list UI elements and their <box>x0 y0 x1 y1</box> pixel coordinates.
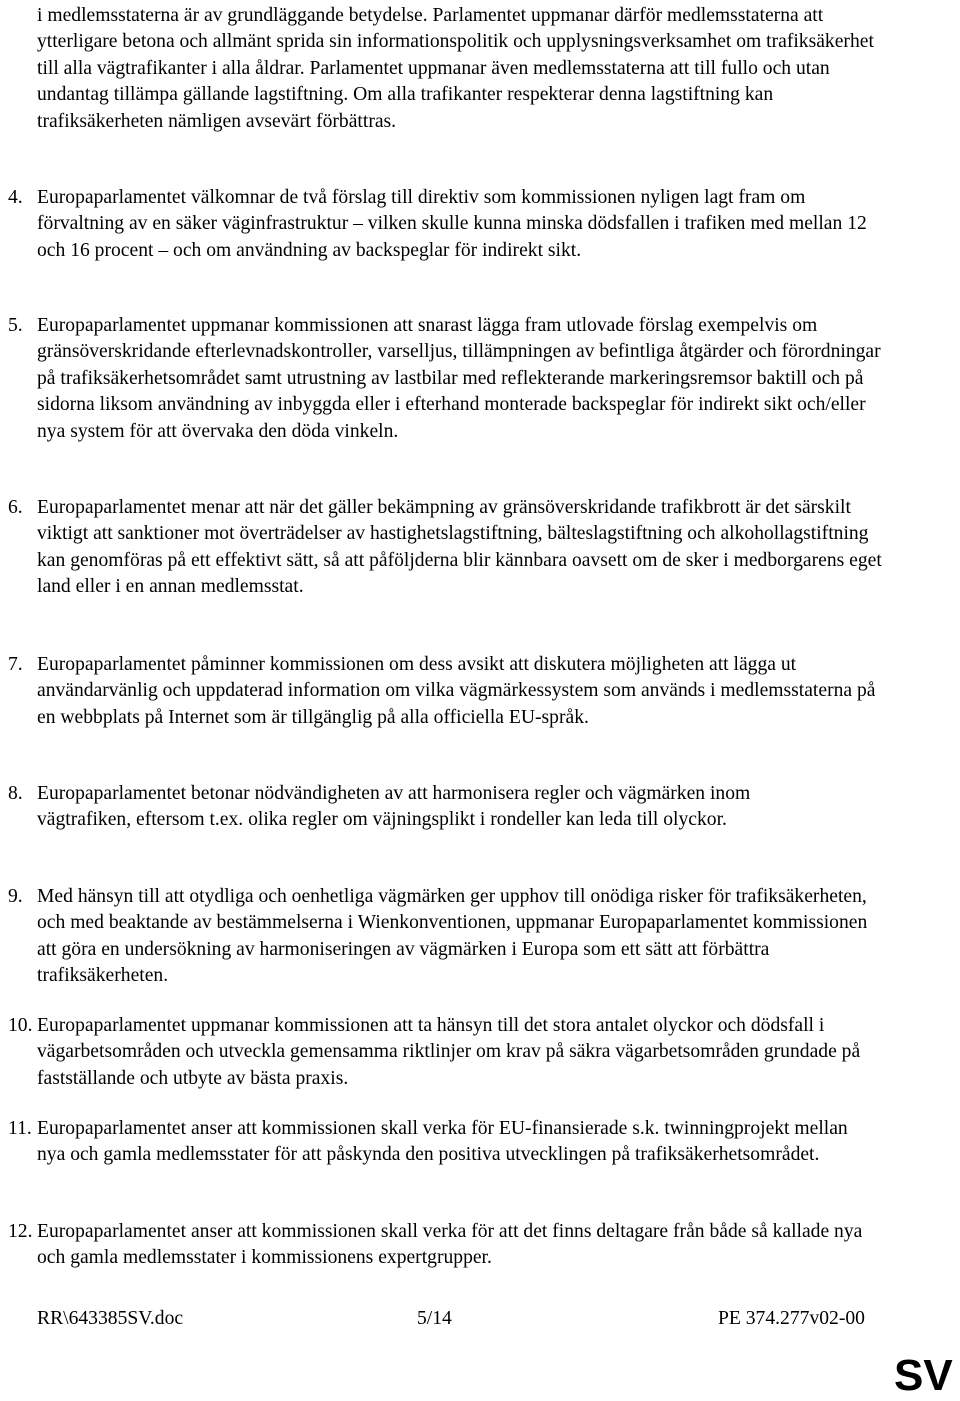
paragraph-number: 6. <box>8 497 23 518</box>
intro-paragraph: i medlemsstaterna är av grundläggande betydelse. Parlamentet uppmanar därför medlemsstaterna att ytterligare betona och allmänt sprida sin informationspolitik och upplysningsverksamhet om trafiksäkerhet till alla vägtrafikanter i alla åldrar. Parlamentet uppmanar även medlemsstaterna att till fullo och utan undantag tillämpa gällande lagstiftning. Om alla trafikanter respekterar denna lagstiftning kan trafiksäkerheten nämligen avsevärt förbättras. <box>37 5 874 132</box>
page-number: 5/14 <box>417 1308 452 1329</box>
paragraph-7 <box>8 652 888 731</box>
paragraph-number: 4. <box>8 187 23 208</box>
paragraph-text: Europaparlamentet påminner kommissionen om dess avsikt att diskutera möjligheten att lägga ut användarvänlig och uppdaterad information om vilka vägmärkessystem som används i medlemsstaterna på en webbplats på Internet som är tillgänglig på alla officiella EU-språk. <box>37 654 876 728</box>
paragraph-number: 11. <box>8 1118 32 1139</box>
paragraph-number: 9. <box>8 886 23 907</box>
paragraph-text: Europaparlamentet välkomnar de två förslag till direktiv som kommissionen nyligen lagt fram om förvaltning av en säker väginfrastruktur – vilken skulle kunna minska dödsfallen i trafiken med mellan 12 och 16 procent – och om användning av backspeglar för indirekt sikt. <box>37 187 867 261</box>
paragraph-text: Europaparlamentet uppmanar kommissionen att snarast lägga fram utlovade förslag exempelvis om gränsöverskridande efterlevnadskontroller, varselljus, tillämpningen av befintliga åtgärder och förordningar på trafiksäkerhetsområdet samt utrustning av lastbilar med reflekterande markeringsremsor baktill och på sidorna liksom användning av inbyggda eller i efterhand monterade backspeglar för indirekt sikt och/eller nya system för att övervaka den döda vinkeln. <box>37 315 881 442</box>
paragraph-10 <box>8 1013 888 1092</box>
language-code: SV <box>894 1351 953 1400</box>
paragraph-number: 5. <box>8 315 23 336</box>
paragraph-5 <box>8 313 888 445</box>
paragraph-text: Europaparlamentet betonar nödvändigheten av att harmonisera regler och vägmärken inom vägtrafiken, eftersom t.ex. olika regler om väjningsplikt i rondeller kan leda till olyckor. <box>37 783 751 831</box>
paragraph-text: Europaparlamentet anser att kommissionen skall verka för EU-finansierade s.k. twinningprojekt mellan nya och gamla medlemsstater för att påskynda den positiva utvecklingen på trafiksäkerhetsområdet. <box>37 1118 848 1166</box>
paragraph-11 <box>8 1116 888 1169</box>
paragraph-text: Europaparlamentet anser att kommissionen skall verka för att det finns deltagare från både så kallade nya och gamla medlemsstater i kommissionens expertgrupper. <box>37 1221 863 1269</box>
paragraph-number: 7. <box>8 654 23 675</box>
paragraph-8 <box>8 781 888 834</box>
paragraph-6 <box>8 495 888 601</box>
paragraph-12 <box>8 1219 888 1272</box>
paragraph-9 <box>8 884 888 990</box>
paragraph-number: 12. <box>8 1221 33 1242</box>
paragraph-number: 10. <box>8 1015 33 1036</box>
pe-reference: PE 374.277v02-00 <box>718 1308 865 1329</box>
paragraph-text: Med hänsyn till att otydliga och oenhetliga vägmärken ger upphov till onödiga risker för trafiksäkerheten, och med beaktande av bestämmelserna i Wienkonventionen, uppmanar Europaparlamentet kommissionen att göra en undersökning av harmoniseringen av vägmärken i Europa som ett sätt att förbättra trafiksäkerheten. <box>37 886 868 987</box>
paragraph-4 <box>8 185 888 264</box>
paragraph-number: 8. <box>8 783 23 804</box>
paragraph-text: Europaparlamentet uppmanar kommissionen att ta hänsyn till det stora antalet olyckor och dödsfall i vägarbetsområden och utveckla gemensamma riktlinjer om krav på säkra vägarbetsområden grundade på fastställande och utbyte av bästa praxis. <box>37 1015 861 1089</box>
document-reference: RR\643385SV.doc <box>37 1308 184 1329</box>
paragraph-text: Europaparlamentet menar att när det gäller bekämpning av gränsöverskridande trafikbrott är det särskilt viktigt att sanktioner mot överträdelser av hastighetslagstiftning, bälteslagstiftning och alkohollagstiftning kan genomföras på ett effektivt sätt, så att påföljderna blir kännbara oavsett om de sker i medborgarens eget land eller i en annan medlemsstat. <box>37 497 882 598</box>
